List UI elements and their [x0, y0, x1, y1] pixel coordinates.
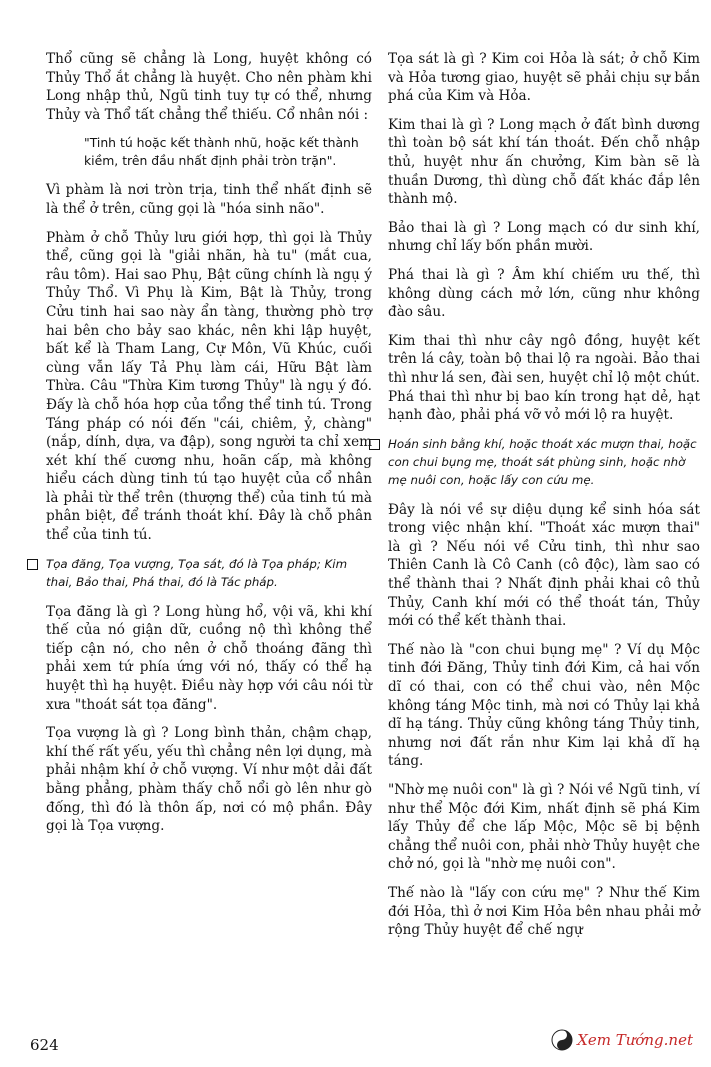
paragraph: Kim thai thì như cây ngô đồng, huyệt kết trên lá cây, toàn bộ thai lộ ra ngoài. Bảo thai thì như lá sen, đài sen, huyệt chỉ lộ một chút. Phá thai thì như bị bao kín trong hạt dẻ, hạt hạnh đào, phải phá vỡ vỏ mới lộ ra huyệt. — [388, 332, 700, 424]
section-heading — [46, 555, 372, 591]
page-number: 624 — [30, 1036, 59, 1054]
left-column — [46, 50, 372, 846]
paragraph: Kim thai là gì ? Long mạch ở đất bình dương thì toàn bộ sát khí tán thoát. Đến chỗ nhập thủ, huyệt như ấn chưởng, Kim bàn sẽ là thuần Dương, thì dùng chỗ đất khác đắp lên thành mộ. — [388, 116, 700, 208]
yin-yang-icon — [551, 1029, 573, 1051]
paragraph: Bảo thai là gì ? Long mạch có dư sinh khí, nhưng chỉ lấy bốn phần mười. — [388, 219, 700, 255]
section-heading — [388, 435, 700, 489]
paragraph: Phàm ở chỗ Thủy lưu giới hợp, thì gọi là Thủy thể, cũng gọi là "giải nhãn, hà tu" (mắt cua, râu tôm). Hai sao Phụ, Bật cũng chính là ngụ ý Thủy Thổ. Vì Phụ là Kim, Bật là Thủy, trong Cửu tinh hai sao này ẩn tàng, thường phò trợ hai bên cho bảy sao khác, nên khi lập huyệt, bất kể là Tham Lang, Cự Môn, Vũ Khúc, cuối cùng vẫn lấy Tả Phụ làm cái, Hữu Bật làm Thừa. Câu "Thừa Kim tương Thủy" là ngụ ý đó. Đấy là chỗ hóa hợp của tổng thể tinh tú. Trong Táng pháp có nói đến "cái, chiêm, ỷ, chàng" (nắp, dính, dựa, va đập), song người ta chỉ xem xét khí thế cương nhu, hoãn cấp, mà không hiểu cách dùng tinh tú tạo huyệt của cổ nhân là phải từ thể trên (thượng thể) của tinh tú mà phân biệt, để tránh thoát khí. Đây là chỗ phân thể của tinh tú. — [46, 229, 372, 544]
paragraph: Tọa sát là gì ? Kim coi Hỏa là sát; ở chỗ Kim và Hỏa tương giao, huyệt sẽ phải chịu sự bắn phá của Kim và Hỏa. — [388, 51, 700, 105]
paragraph: Tọa vượng là gì ? Long bình thản, chậm chạp, khí thế rất yếu, yếu thì chẳng nên lợi dụng, mà phải nhậm khí ở chỗ vượng. Ví như một dải đất bằng phẳng, phàm thấy chỗ nổi gò lên như gò đống, thì đó là thôn ấp, nơi có mộ phần. Đây gọi là Tọa vượng. — [46, 725, 372, 835]
square-bullet-icon — [369, 439, 380, 450]
paragraph: Phá thai là gì ? Âm khí chiếm ưu thế, thì không dùng cách mở lớn, cũng như không đào sâu. — [388, 266, 700, 321]
paragraph: Thế nào là "lấy con cứu mẹ" ? Như thế Kim đới Hỏa, thì ở nơi Kim Hỏa bên nhau phải mở rộng Thủy huyệt để chế ngự — [388, 884, 700, 939]
section-heading-text: Hoán sinh bằng khí, hoặc thoát xác mượn thai, hoặc con chui bụng mẹ, thoát sát phùng sinh, hoặc nhờ mẹ nuôi con, hoặc lấy con cứu mẹ. — [388, 436, 697, 487]
section-heading-text: Tọa đăng, Tọa vượng, Tọa sát, đó là Tọa pháp; Kim thai, Bảo thai, Phá thai, đó là Tác pháp. — [46, 556, 348, 589]
watermark-text: Xem Tướng.net — [577, 1031, 693, 1049]
square-bullet-icon — [27, 559, 38, 570]
paragraph: Vì phàm là nơi tròn trịa, tinh thể nhất định sẽ là thể ở trên, cũng gọi là "hóa sinh não". — [46, 182, 372, 217]
paragraph: Thổ cũng sẽ chẳng là Long, huyệt không có Thủy Thổ ắt chẳng là huyệt. Cho nên phàm khi Long nhập thủ, Ngũ tinh tuy tự có thể, nhưng Thủy và Thổ tất chẳng thể thiếu. Cổ nhân nói : — [46, 51, 372, 123]
paragraph: Thế nào là "con chui bụng mẹ" ? Ví dụ Mộc tinh đới Đăng, Thủy tinh đới Kim, cả hai vốn dĩ có thai, con có thể chui vào, nên Mộc không táng Mộc tinh, mà nơi có Thủy lại khả dĩ hạ táng. Thủy cũng không táng Thủy tinh, nhưng nơi đất rắn như Kim lại khả dĩ hạ táng. — [388, 641, 700, 770]
watermark — [551, 1029, 693, 1051]
paragraph: Tọa đăng là gì ? Long hùng hổ, vội vã, khi khí thế của nó giận dữ, cuồng nộ thì không thể tiếp cận nó, cho nên ở chỗ thoáng đãng thì phải xem tứ phía ứng với nó, thấy có thể hạ huyệt thì hạ huyệt. Điều này hợp với câu nói từ xưa "thoát sát tọa đăng". — [46, 603, 372, 713]
right-column — [388, 50, 700, 950]
quotation: "Tinh tú hoặc kết thành nhũ, hoặc kết thành kiềm, trên đầu nhất định phải tròn trặn". — [84, 135, 359, 168]
paragraph: "Nhờ mẹ nuôi con" là gì ? Nói về Ngũ tinh, ví như thể Mộc đới Kim, nhất định sẽ phá Kim lấy Thủy để che lấp Mộc, Mộc sẽ bị bệnh chẳng thể nuôi con, phải nhờ Thủy huyệt che chở nó, gọi là "nhờ mẹ nuôi con". — [388, 782, 700, 873]
paragraph: Đây là nói về sự diệu dụng kể sinh hóa sát trong việc nhận khí. "Thoát xác mượn thai" là gì ? Nếu nói về Cửu tinh, thì như sao Thiên Canh là Cô Canh (cô độc), làm sao có thể thành thai ? Nhất định phải khai cô thủ Thủy, Canh khí mới có thể thoát tán, Thủy mới có thể kết thành thai. — [388, 501, 700, 630]
